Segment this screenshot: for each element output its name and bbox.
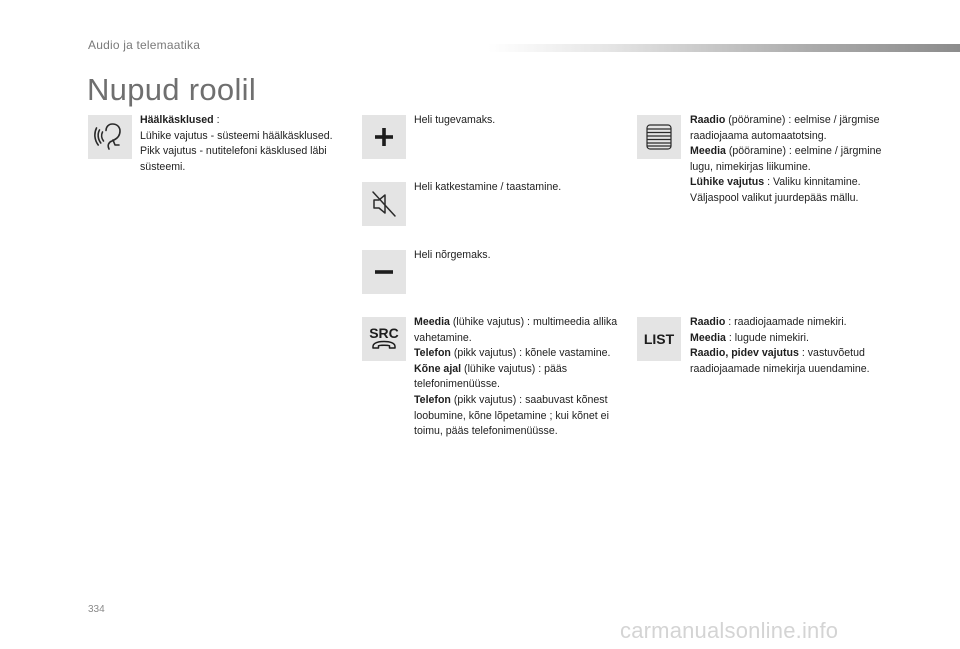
section-header: Audio ja telemaatika: [88, 38, 201, 52]
voice-command-button: [88, 115, 132, 159]
mute-button: [362, 182, 406, 226]
page-number: 334: [88, 604, 105, 615]
thumbwheel-icon: [644, 123, 674, 151]
mute-desc: Heli katkestamine / taastamine.: [414, 181, 562, 193]
src-label: SRC: [369, 325, 399, 341]
src-button: [362, 317, 406, 361]
plus-icon: [373, 126, 395, 148]
watermark: carmanualsonline.info: [620, 618, 839, 643]
list-button: [637, 317, 681, 361]
volume-up-desc: Heli tugevamaks.: [414, 114, 496, 126]
voice-command-desc: Häälkäsklused : Lühike vajutus - süsteemi häälkäsklused. Pikk vajutus - nutitelefoni käsklused läbi süsteemi.: [140, 114, 333, 173]
page-title: Nupud roolil: [87, 72, 257, 107]
volume-up-button: [362, 115, 406, 159]
mute-icon: [368, 188, 400, 220]
src-desc: Meedia (lühike vajutus) : multimeedia allika vahetamine. Telefon (pikk vajutus) : kõnele vastamine. Kõne ajal (lühike vajutus) : pääs telefonimenüüsse. Telefon (pikk vajutus) : saabuvast kõnest loobumine, kõne lõpetamine ; kui kõnet ei toimu, pääs telefonimenüüsse.: [414, 316, 618, 438]
voice-command-label: Häälkäsklused: [140, 114, 214, 126]
voice-command-icon: [92, 119, 128, 155]
list-label: LIST: [643, 331, 675, 347]
header-bar: [488, 44, 960, 52]
volume-down-button: [362, 250, 406, 294]
thumbwheel-desc: Raadio (pööramine) : eelmise / järgmise raadiojaama automaatotsing. Meedia (pööramine) : eelmine / järgmine lugu, nimekirjas liikumine. Lühike vajutus : Valiku kinnitamine. Väljaspool valikut juurdepääs mällu.: [690, 114, 882, 204]
list-desc: Raadio : raadiojaamade nimekiri. Meedia : lugude nimekiri. Raadio, pidev vajutus : vastuvõetud raadiojaamade nimekirja uuendamine.: [690, 316, 870, 375]
volume-down-desc: Heli nõrgemaks.: [414, 249, 491, 261]
thumbwheel-button: [637, 115, 681, 159]
phone-handset-icon: [371, 340, 397, 350]
minus-icon: [373, 261, 395, 283]
